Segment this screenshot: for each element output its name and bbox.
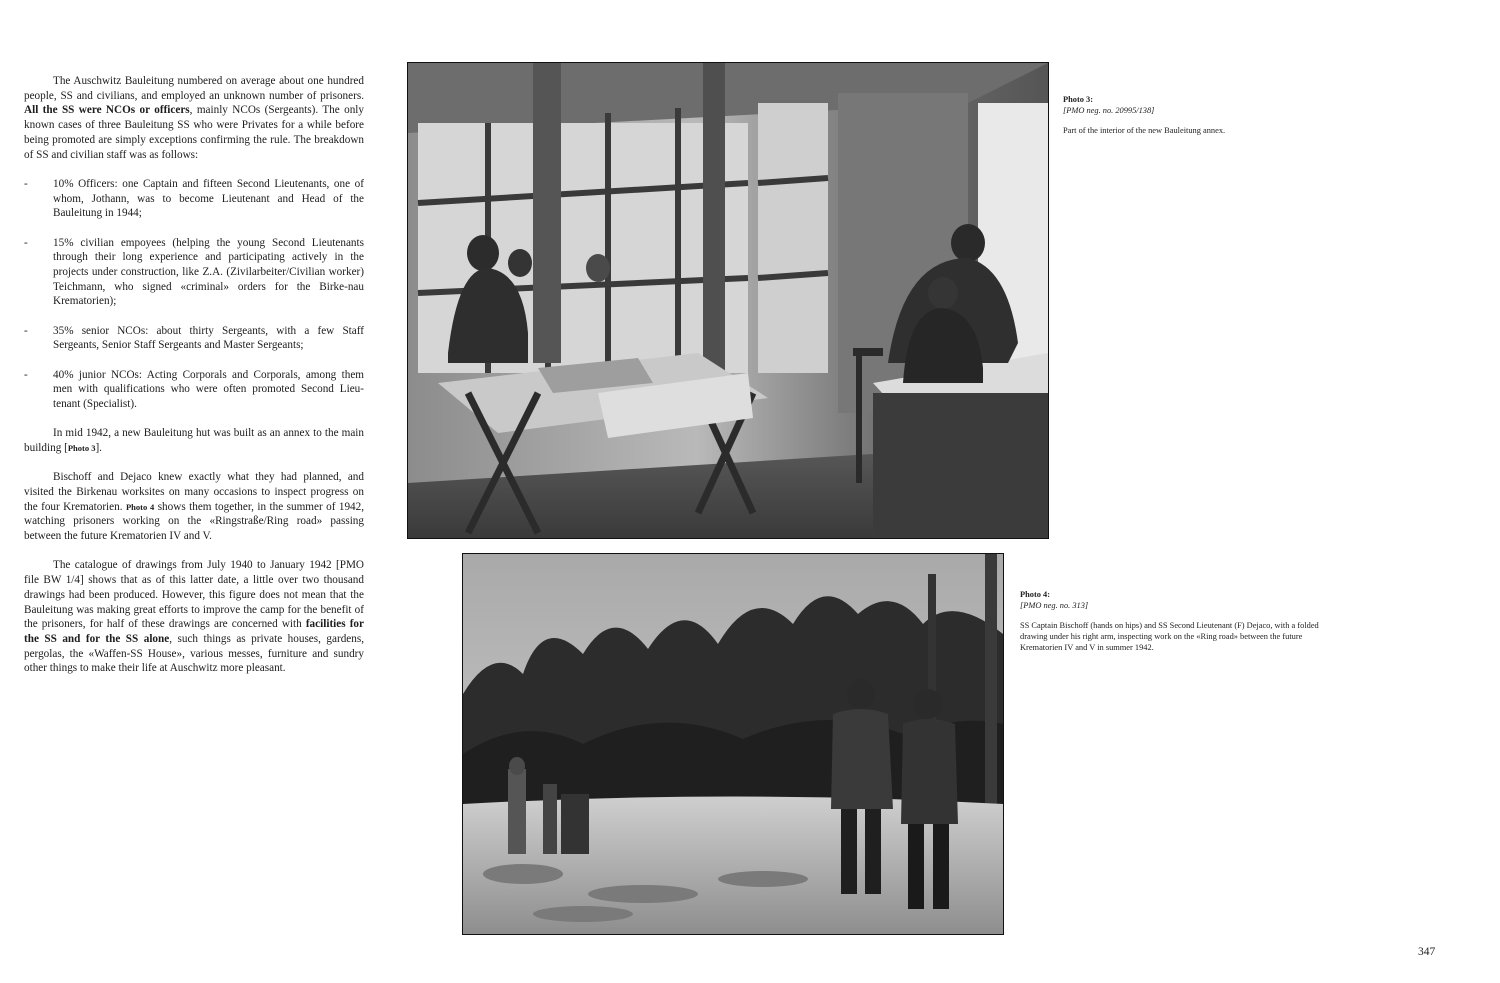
caption-reference: [PMO neg. no. 313]	[1020, 601, 1089, 610]
emphasis-ncos: All the SS were NCOs or officers	[24, 104, 190, 117]
list-item: - 35% senior NCOs: about thirty Sergeants, with a few Staff Sergeants, Senior Staff Sergeants and Master Sergeants;	[24, 324, 364, 352]
caption-text: SS Captain Bischoff (hands on hips) and SS Second Lieutenant (F) Dejaco, with a folded drawing under his right arm, inspecting work on the «Ring road» between the future Krematorien IV and V in summer 1942.	[1020, 621, 1319, 652]
photo-3-reference: Photo 3	[67, 443, 96, 454]
photo-3-caption	[1063, 94, 1323, 136]
list-item: - 10% Officers: one Captain and fifteen Second Lieutenants, one of whom, Jothann, was to become Lieutenant and Head of the Bauleitung in 1944;	[24, 177, 364, 220]
body-text-column	[24, 74, 364, 691]
caption-text: Part of the interior of the new Bauleitung annex.	[1063, 126, 1226, 135]
photo-4-ring-road-inspection	[462, 553, 1004, 935]
photo-4-caption	[1020, 589, 1340, 653]
paragraph-2: In mid 1942, a new Bauleitung hut was built as an annex to the main building [Photo 3].	[24, 427, 364, 455]
paragraph-4: The catalogue of drawings from July 1940 to January 1942 [PMO file BW 1/4] shows that as of this latter date, a little over two thousand drawings had been produced. However, this figure does not mean that the Bauleitung was making great efforts to improve the camp for the benefit of the prisoners, for half of these drawings are concerned with facilities for the SS and for the SS alone, such things as private houses, gardens, pergolas, the «Waffen-SS House», various messes, furniture and sundry other things to make their life at Auschwitz more pleasant.	[24, 559, 364, 675]
emphasis-ss-facilities: facilities for the SS and for the SS alone	[24, 618, 364, 645]
list-item: - 40% junior NCOs: Acting Corporals and Corporals, among them men with qualifications who were often promoted Second Lieu-tenant (Specialist).	[24, 368, 364, 411]
office-interior-image	[408, 63, 1048, 538]
page-number: 347	[1418, 946, 1436, 958]
staff-breakdown-list	[24, 177, 364, 412]
paragraph-1: The Auschwitz Bauleitung numbered on average about one hundred people, SS and civilians, and employed an unknown number of prisoners. All the SS were NCOs or officers, mainly NCOs (Sergeants). The only known cases of three Bauleitung SS who were Privates for a while before being promoted are simply exceptions confirming the rule. The breakdown of SS and civilian staff was as follows:	[24, 75, 364, 161]
caption-reference: [PMO neg. no. 20995/138]	[1063, 106, 1155, 115]
ring-road-image	[463, 554, 1003, 934]
paragraph-3: Bischoff and Dejaco knew exactly what they had planned, and visited the Birkenau worksites on many occasions to inspect progress on the four Krematorien. Photo 4 shows them together, in the summer of 1942, watching prisoners working on the «Ringstraße/Ring road» passing between the future Krematorien IV and V.	[24, 471, 365, 543]
photo-4-reference: Photo 4	[125, 501, 155, 512]
list-item: - 15% civilian empoyees (helping the young Second Lieutenants through their long experience and participating actively in the projects under construction, like Z.A. (Zivilarbeiter/Civilian worker) Teichmann, who signed «criminal» orders for the Birke-nau Krematorien);	[24, 236, 364, 308]
photo-3-office-interior	[407, 62, 1049, 539]
caption-title: Photo 3:	[1063, 95, 1094, 104]
caption-title: Photo 4:	[1020, 590, 1051, 599]
